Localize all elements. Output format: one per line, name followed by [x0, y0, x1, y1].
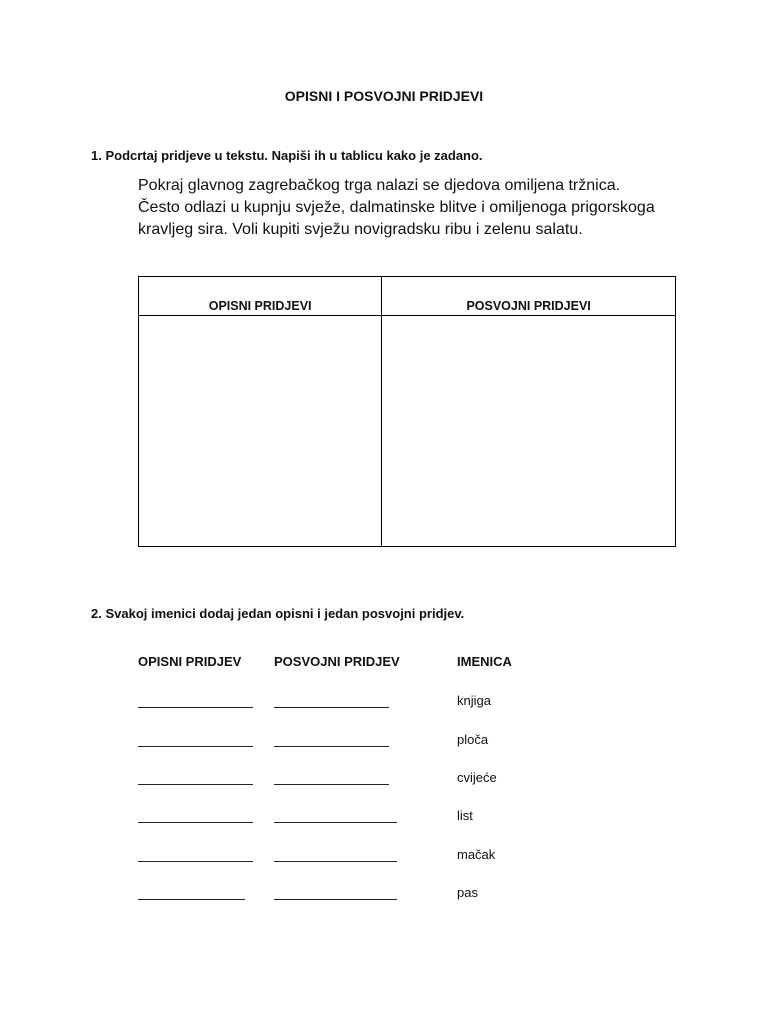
possessive-adjective-blank[interactable]	[274, 847, 397, 862]
table-header-possessive: POSVOJNI PRIDJEVI	[382, 277, 676, 316]
exercise-row	[0, 732, 768, 750]
column-header-possessive: POSVOJNI PRIDJEV	[274, 654, 400, 669]
noun-label: list	[457, 808, 473, 823]
noun-label: knjiga	[457, 693, 491, 708]
possessive-adjective-blank[interactable]	[274, 885, 397, 900]
noun-label: pas	[457, 885, 478, 900]
descriptive-adjective-blank[interactable]	[138, 808, 253, 823]
reading-passage	[138, 175, 698, 241]
task-1-instruction: 1. Podcrtaj pridjeve u tekstu. Napiši ih u tablicu kako je zadano.	[91, 148, 483, 163]
possessive-adjective-blank[interactable]	[274, 732, 389, 747]
descriptive-adjective-blank[interactable]	[138, 732, 253, 747]
exercise-row	[0, 808, 768, 826]
page-title: OPISNI I POSVOJNI PRIDJEVI	[284, 88, 484, 104]
possessive-adjective-blank[interactable]	[274, 693, 389, 708]
noun-label: ploča	[457, 732, 489, 747]
descriptive-adjective-blank[interactable]	[138, 693, 253, 708]
passage-line: Često odlazi u kupnju svježe, dalmatinske blitve i omiljenoga prigorskoga	[138, 199, 655, 216]
descriptive-adjective-blank[interactable]	[138, 847, 253, 862]
answer-cell-possessive[interactable]	[382, 316, 676, 547]
answer-cell-descriptive[interactable]	[139, 316, 382, 547]
descriptive-adjective-blank[interactable]	[138, 885, 245, 900]
exercise-row	[0, 847, 768, 865]
column-header-descriptive: OPISNI PRIDJEV	[138, 654, 242, 669]
exercise-row	[0, 885, 768, 903]
passage-line: kravljeg sira. Voli kupiti svježu novigradsku ribu i zelenu salatu.	[138, 221, 583, 238]
column-header-noun: IMENICA	[457, 654, 512, 669]
adjectives-table	[138, 276, 676, 547]
exercise-row	[0, 693, 768, 711]
descriptive-adjective-blank[interactable]	[138, 770, 253, 785]
passage-line: Pokraj glavnog zagrebačkog trga nalazi se djedova omiljena tržnica.	[138, 177, 621, 194]
noun-label: mačak	[457, 847, 496, 862]
table-header-descriptive: OPISNI PRIDJEVI	[139, 277, 382, 316]
possessive-adjective-blank[interactable]	[274, 808, 397, 823]
noun-label: cvijeće	[457, 770, 497, 785]
exercise-row	[0, 770, 768, 788]
possessive-adjective-blank[interactable]	[274, 770, 389, 785]
task-2-instruction: 2. Svakoj imenici dodaj jedan opisni i jedan posvojni pridjev.	[91, 606, 465, 621]
